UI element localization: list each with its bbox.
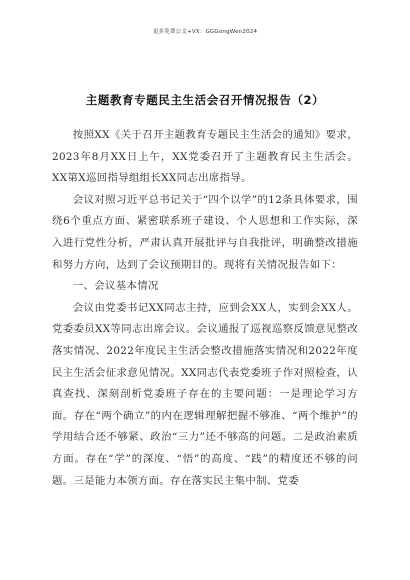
document-title: 主题教育专题民主生活会召开情况报告（2） xyxy=(85,93,325,107)
section-paragraph: 会议由党委书记XX同志主持，应到会XX人，实到会XX人。党委委员XX等同志出席会议。会议通报了巡视巡察反馈意见整改落实情况、2022年度民主生活会整改措施落实情况和2022年度民主生活会征求意见情况。XX同志代表党委班子作对照检查，认真查找、深刻剖析党委班子存在的主要问题：一是理论学习方面。存在“两个确立”的内在逻辑理解把握不够准、“两个维护”的学用结合还不够紧、政治“三力”还不够高的问题。二是政治素质方面。存在“学”的深度、“悟”的高度、“践”的精度还不够的问题。三是能力本领方面。存在落实民主集中制、党委 xyxy=(52,301,358,487)
header-watermark-text: 更多免费公文+VX：GGGongWen2024 xyxy=(152,29,258,35)
section-heading: 一、会议基本情况 xyxy=(72,280,159,293)
document-body xyxy=(52,125,358,492)
intro-paragraph: 按照XX《关于召开主题教育专题民主生活会的通知》要求，2023年8月XX日上午，XX党委召开了主题教育民主生活会。XX第X巡回指导组组长XX同志出席指导。 xyxy=(52,129,358,185)
summary-paragraph: 会议对照习近平总书记关于“四个以学”的12条具体要求，围绕6个重点方面、紧密联系班子建设、个人思想和工作实际，深入进行党性分析，严肃认真开展批评与自我批评，明确整改措施和努力方向，达到了会议预期目的。现将有关情况报告如下： xyxy=(52,193,358,271)
